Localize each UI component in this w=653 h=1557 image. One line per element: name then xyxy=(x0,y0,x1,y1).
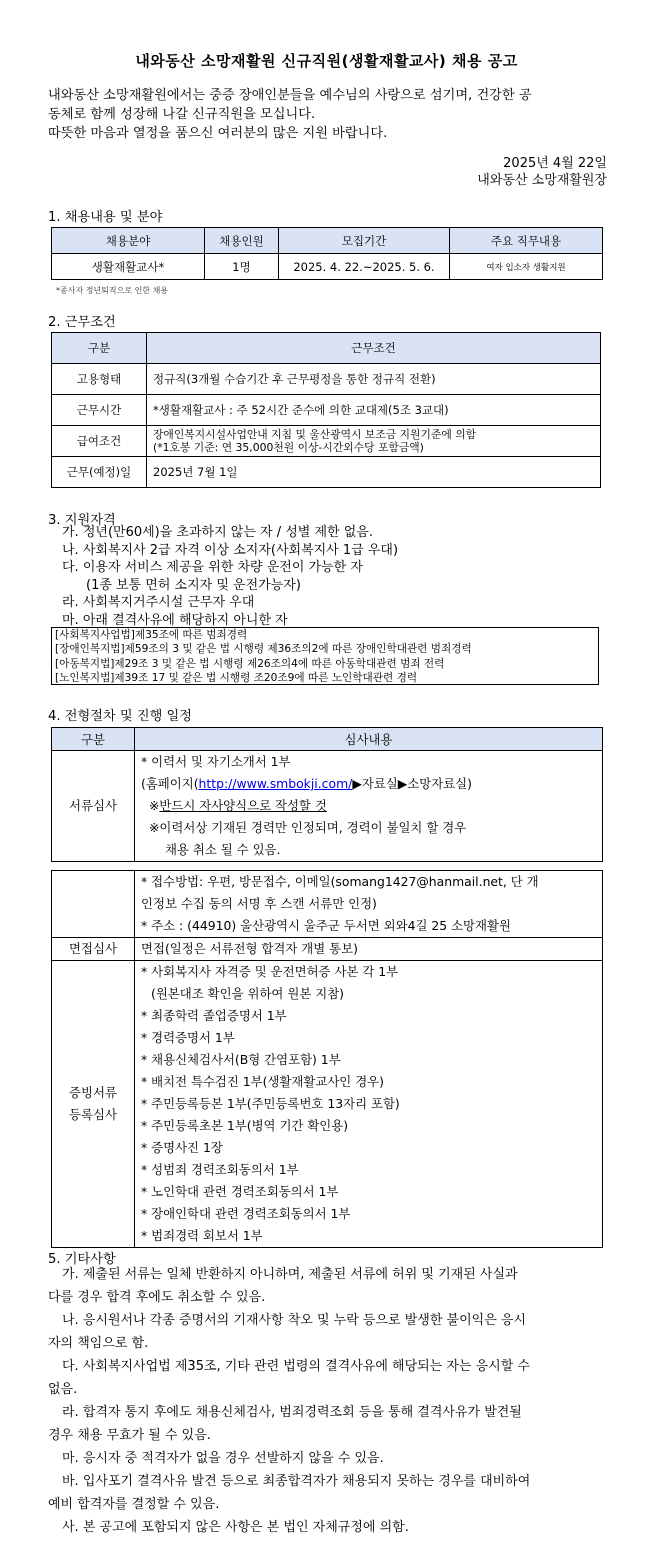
content-line: ※이력서상 기재된 경력만 인정되며, 경력이 불일치 할 경우 xyxy=(149,820,467,835)
conditions-table xyxy=(51,332,601,488)
row-label: 서류심사 xyxy=(52,751,135,862)
box-line: [장애인복지법]제59조의 3 및 같은 법 시행령 제36조의2에 따른 장애인학대관련 범죄경력 xyxy=(55,643,472,656)
table-cell: 2025. 4. 22.~2025. 5. 6. xyxy=(279,254,450,280)
list-item: * 배치전 특수검진 1부(생활재활교사인 경우) xyxy=(141,1074,384,1089)
content-line: 채용 취소 될 수 있음. xyxy=(165,842,281,857)
list-item: * 사회복지사 자격증 및 운전면허증 사본 각 1부 xyxy=(141,964,399,979)
footnote: *종사자 정년퇴직으로 인한 채용 xyxy=(56,286,169,295)
header-cell: 구분 xyxy=(52,333,147,364)
intro-line: 내와동산 소망재활원에서는 중증 장애인분들을 예수님의 사랑으로 섬기며, 건강한 공 xyxy=(48,88,532,103)
content-line xyxy=(141,795,602,817)
disqualification-box xyxy=(51,627,599,685)
row-value: *생활재활교사 : 주 52시간 준수에 의한 교대제(5조 3교대) xyxy=(147,395,601,426)
submission-content xyxy=(135,871,603,938)
content-line: * 이력서 및 자기소개서 1부 xyxy=(141,754,291,769)
list-item: 라. 사회복지거주시설 근무자 우대 xyxy=(62,595,255,610)
list-item: (원본대조 확인을 위하여 원본 지참) xyxy=(151,986,344,1001)
list-item: 가. 정년(만60세)을 초과하지 않는 자 / 성별 제한 없음. xyxy=(62,525,373,540)
intro-paragraph xyxy=(48,86,608,143)
row-value xyxy=(147,426,601,457)
content-text: ※ xyxy=(149,798,160,813)
box-line: [노인복지법]제39조 17 및 같은 법 시행령 조20조9에 따른 노인학대관련 경력 xyxy=(55,671,418,684)
header-cell: 구분 xyxy=(52,728,135,751)
content-text: (홈페이지( xyxy=(141,776,199,791)
row-label: 근무시간 xyxy=(52,395,147,426)
row-value: 2025년 7월 1일 xyxy=(147,457,601,488)
spacer-cell xyxy=(135,862,603,871)
row-label xyxy=(52,961,135,1248)
misc-list xyxy=(48,1263,608,1539)
row-label xyxy=(52,871,135,938)
list-item-line: 나. 응시원서나 각종 증명서의 기재사항 착오 및 누락 등으로 발생한 불이익은 응시 xyxy=(62,1313,527,1328)
box-line: [사회복지사업법]제35조에 따른 범죄경력 xyxy=(55,629,248,641)
header-cell: 채용인원 xyxy=(205,228,279,254)
list-item: 마. 아래 결격사유에 해당하지 아니한 자 xyxy=(62,612,288,628)
box-line: [아동복지법]제29조 3 및 같은 법 시행령 제26조의4에 따른 아동학대관련 범죄 전력 xyxy=(55,657,445,670)
section-2-heading: 2. 근무조건 xyxy=(48,315,116,330)
emphasis-text: 반드시 자사양식으로 작성할 것 xyxy=(159,798,327,813)
content-line: * 주소 : (44910) 울산광역시 울주군 두서면 외와4길 25 소망재활원 xyxy=(141,918,511,933)
signer: 내와동산 소망재활원장 xyxy=(477,173,607,188)
row-value: 정규직(3개월 수습기간 후 근무평정을 통한 정규직 전환) xyxy=(147,364,601,395)
list-item: * 경력증명서 1부 xyxy=(141,1030,235,1045)
list-item: 다. 이용자 서비스 제공을 위한 차량 운전이 가능한 자 xyxy=(62,560,363,575)
row-label: 고용형태 xyxy=(52,364,147,395)
homepage-link[interactable]: http://www.smbokji.com/ xyxy=(198,776,353,791)
section-5-heading: 5. 기타사항 xyxy=(48,1252,116,1267)
list-item-line: 없음. xyxy=(48,1382,78,1397)
list-item: * 최종학력 졸업증명서 1부 xyxy=(141,1008,287,1023)
intro-line: 동체로 함께 성장해 나갈 신규직원을 모십니다. xyxy=(48,107,316,122)
recruitment-table xyxy=(51,227,603,280)
table-cell: 생활재활교사* xyxy=(52,254,205,280)
doc-screening-content xyxy=(135,751,603,862)
section-3-heading: 3. 지원자격 xyxy=(48,513,116,528)
list-item-line: 바. 입사포기 결격사유 발견 등으로 최종합격자가 채용되지 못하는 경우를 대비하여 xyxy=(62,1474,531,1489)
list-item-line: 자의 책임으로 함. xyxy=(48,1336,149,1351)
page-title: 내와동산 소망재활원 신규직원(생활재활교사) 채용 공고 xyxy=(135,52,518,70)
list-item-line: 다. 사회복지사업법 제35조, 기타 관련 법령의 결격사유에 해당되는 자는 응시할 수 xyxy=(62,1359,530,1374)
label-line: 등록심사 xyxy=(69,1107,117,1122)
list-item-line: 마. 응시자 중 적격자가 없을 경우 선발하지 않을 수 있음. xyxy=(62,1451,384,1466)
list-item-line: 예비 합격자를 결정할 수 있음. xyxy=(48,1497,220,1512)
list-item: * 성범죄 경력조회동의서 1부 xyxy=(141,1162,299,1177)
list-item-line: 가. 제출된 서류는 일체 반환하지 아니하며, 제출된 서류에 허위 및 기재된 사실과 xyxy=(62,1267,518,1282)
list-item: * 증명사진 1장 xyxy=(141,1140,223,1155)
list-item: * 주민등록초본 1부(병역 기간 확인용) xyxy=(141,1118,349,1133)
row-label: 면접심사 xyxy=(52,938,135,961)
header-cell: 모집기간 xyxy=(279,228,450,254)
certificate-list xyxy=(135,961,603,1248)
row-label: 근무(예정)일 xyxy=(52,457,147,488)
content-line xyxy=(141,773,602,795)
qualifications-list xyxy=(62,524,398,629)
list-item-line: 다를 경우 합격 후에도 취소할 수 있음. xyxy=(48,1290,266,1305)
list-item: * 장애인학대 관련 경력조회동의서 1부 xyxy=(141,1206,351,1221)
announcement-date: 2025년 4월 22일 xyxy=(503,156,607,171)
list-item-line: 사. 본 공고에 포함되지 않은 사항은 본 법인 자체규정에 의함. xyxy=(62,1520,409,1535)
value-line: 장애인복지시설사업안내 지침 및 울산광역시 보조금 지원기준에 의함 xyxy=(153,428,477,441)
list-item: * 채용신체검사서(B형 간염포함) 1부 xyxy=(141,1052,341,1067)
list-item: 나. 사회복지사 2급 자격 이상 소지자(사회복지사 1급 우대) xyxy=(62,542,399,558)
spacer-cell xyxy=(52,862,135,871)
table-cell: 여자 입소자 생활지원 xyxy=(450,254,603,280)
table-cell: 1명 xyxy=(205,254,279,280)
section-4-heading: 4. 전형절차 및 진행 일정 xyxy=(48,709,193,724)
list-item: * 범죄경력 회보서 1부 xyxy=(141,1228,263,1243)
header-cell: 근무조건 xyxy=(147,333,601,364)
content-line: 인정보 수집 동의 서명 후 스캔 서류만 인정) xyxy=(141,896,377,911)
list-item-line: 경우 채용 무효가 될 수 있음. xyxy=(48,1428,211,1443)
section-1-heading: 1. 채용내용 및 분야 xyxy=(48,210,163,225)
header-cell: 채용분야 xyxy=(52,228,205,254)
interview-content: 면접(일정은 서류전형 합격자 개별 통보) xyxy=(135,938,603,961)
row-label: 급여조건 xyxy=(52,426,147,457)
content-line: * 접수방법: 우편, 방문접수, 이메일(somang1427@hanmail.net, 단 개 xyxy=(141,874,539,889)
content-text: ▶자료실▶소망자료실) xyxy=(352,776,472,791)
list-item: * 노인학대 관련 경력조회동의서 1부 xyxy=(141,1184,339,1199)
process-table xyxy=(51,727,603,1248)
header-cell: 주요 직무내용 xyxy=(450,228,603,254)
intro-line: 따뜻한 마음과 열정을 품으신 여러분의 많은 지원 바랍니다. xyxy=(48,126,388,141)
value-line: (*1호봉 기준: 연 35,000천원 이상-시간외수당 포함금액) xyxy=(153,441,424,454)
list-item: * 주민등록등본 1부(주민등록번호 13자리 포함) xyxy=(141,1096,400,1111)
list-item-line: 라. 합격자 통지 후에도 채용신체검사, 범죄경력조회 등을 통해 결격사유가 발견될 xyxy=(62,1405,522,1420)
list-item: (1종 보통 면허 소지자 및 운전가능자) xyxy=(86,577,301,593)
label-line: 증빙서류 xyxy=(69,1085,117,1100)
header-cell: 심사내용 xyxy=(135,728,603,751)
